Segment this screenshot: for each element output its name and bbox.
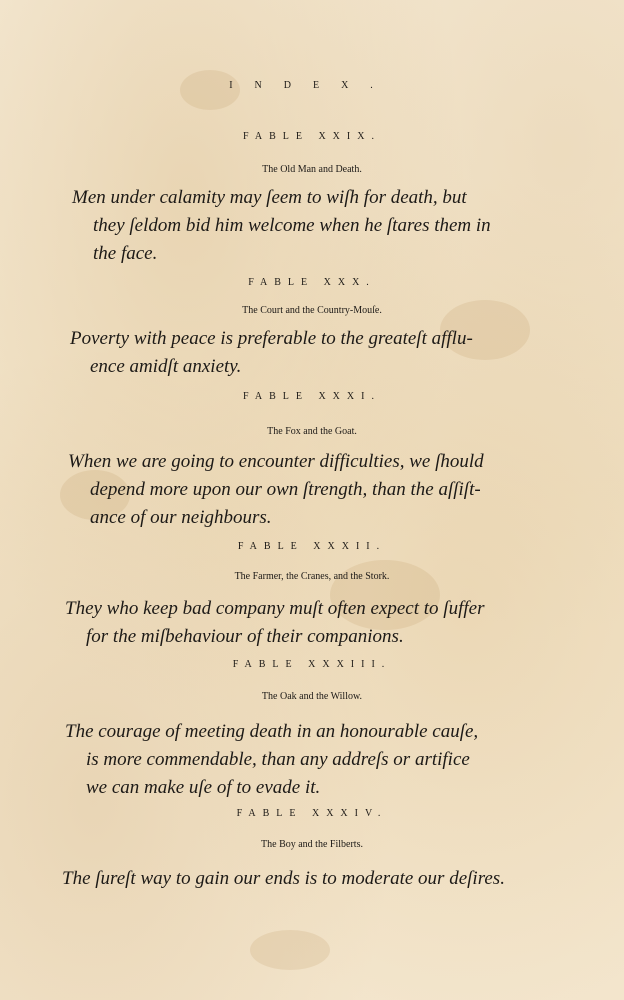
fable-moral-line: The ſureſt way to gain our ends is to moderate our deſires. bbox=[62, 868, 505, 889]
fable-heading: FABLE XXXIV. bbox=[236, 808, 388, 819]
fable-moral-line: They who keep bad company muſt often expect to ſuffer bbox=[65, 598, 485, 619]
fable-moral-line: ance of our neighbours. bbox=[90, 507, 272, 528]
fable-title: The Boy and the Filberts. bbox=[261, 839, 363, 850]
fable-heading: FABLE XXXII. bbox=[237, 541, 387, 552]
fable-title: The Oak and the Willow. bbox=[261, 691, 363, 702]
page-title: INDEX. bbox=[229, 80, 395, 91]
fable-title: The Court and the Country-Mouſe. bbox=[242, 305, 382, 316]
fable-title: The Old Man and Death. bbox=[262, 164, 362, 175]
fable-moral-line: Men under calamity may ſeem to wiſh for death, but bbox=[72, 187, 467, 208]
fable-title: The Fox and the Goat. bbox=[267, 426, 357, 437]
fable-moral-line: is more commendable, than any addreſs or artifice bbox=[86, 749, 470, 770]
fable-heading: FABLE XXIX. bbox=[243, 131, 381, 142]
foxing-spot bbox=[250, 930, 330, 970]
fable-moral-line: depend more upon our own ſtrength, than the aſſiſt- bbox=[90, 479, 481, 500]
fable-moral-line: Poverty with peace is preferable to the greateſt afflu- bbox=[70, 328, 473, 349]
fable-moral-line: for the miſbehaviour of their companions. bbox=[86, 626, 404, 647]
fable-moral-line: they ſeldom bid him welcome when he ſtares them in bbox=[93, 215, 491, 236]
fable-moral-line: ence amidſt anxiety. bbox=[90, 356, 242, 377]
fable-moral-line: we can make uſe of to evade it. bbox=[86, 777, 321, 798]
fable-moral-line: the face. bbox=[93, 243, 158, 264]
fable-moral-line: The courage of meeting death in an honourable cauſe, bbox=[65, 721, 479, 742]
fable-heading: FABLE XXX. bbox=[248, 277, 376, 288]
fable-heading: FABLE XXXI. bbox=[243, 391, 381, 402]
fable-title: The Farmer, the Cranes, and the Stork. bbox=[234, 571, 390, 582]
fable-moral-line: When we are going to encounter difficulties, we ſhould bbox=[68, 451, 484, 472]
fable-heading: FABLE XXXIII. bbox=[232, 659, 392, 670]
